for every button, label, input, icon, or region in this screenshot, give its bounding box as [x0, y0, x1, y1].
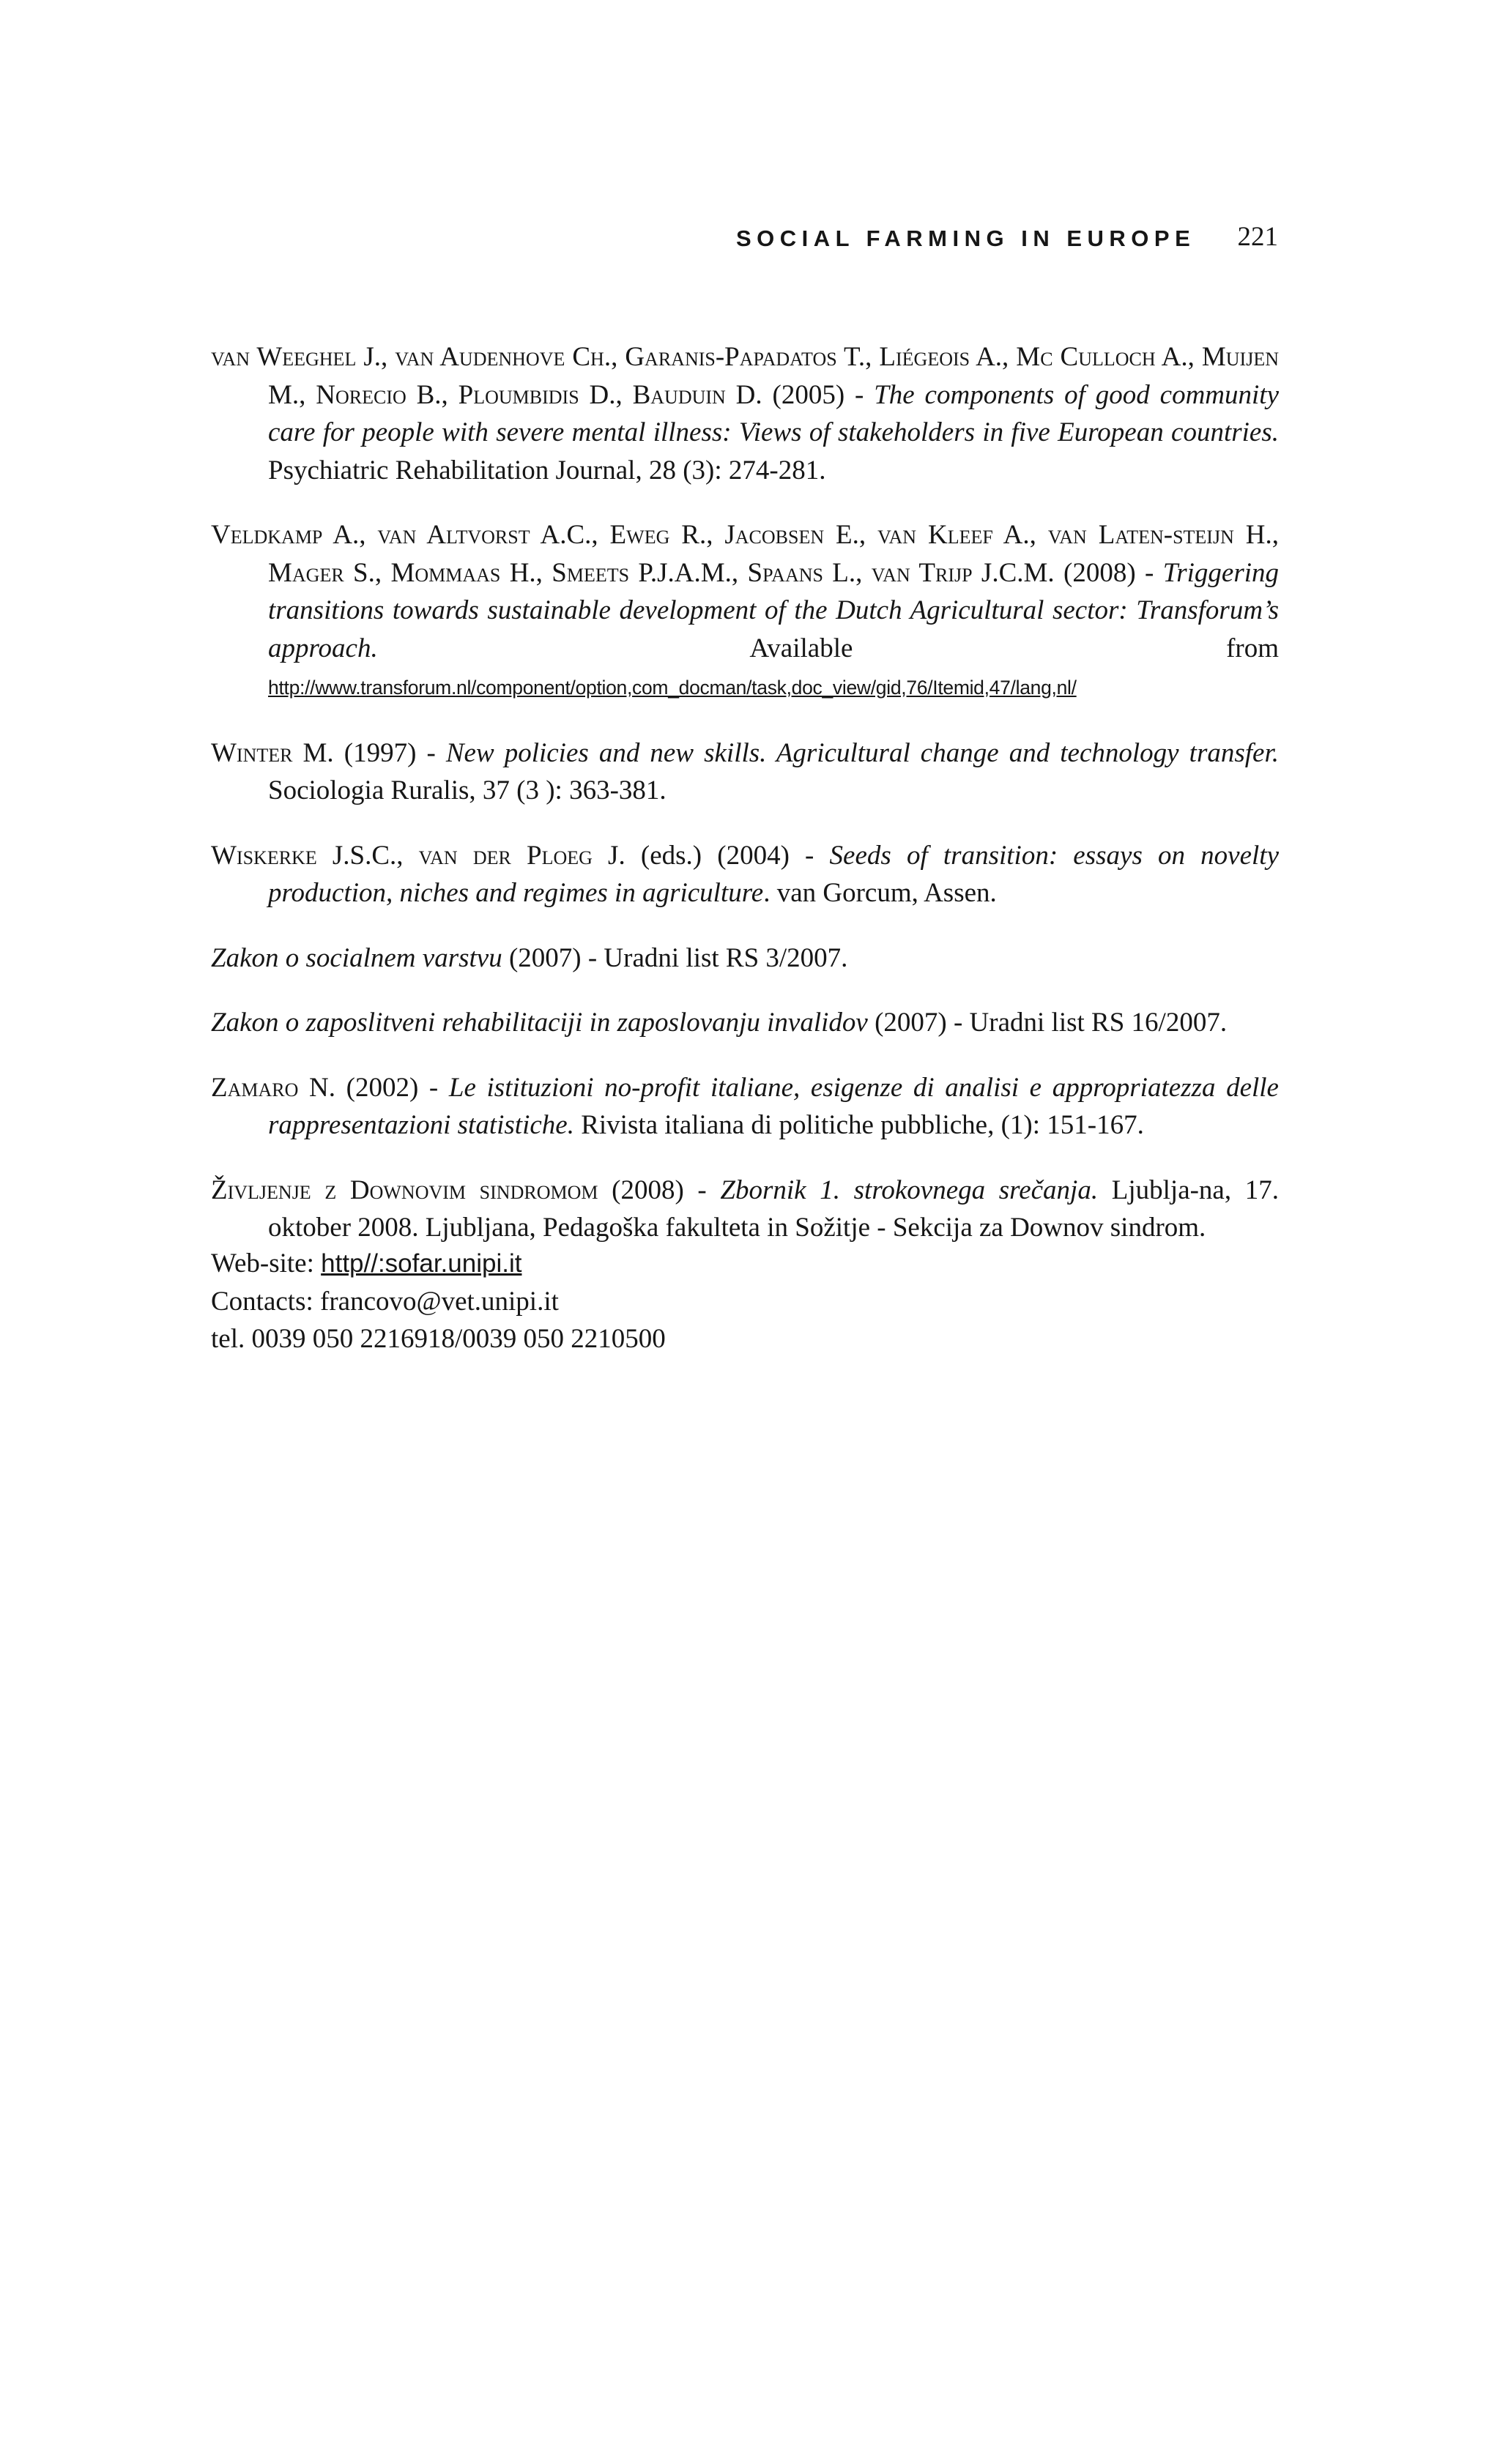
website-link[interactable]: http//:sofar.unipi.it — [321, 1249, 522, 1278]
reference-source: Psychiatric Rehabilitation Journal, 28 (3): 274-281. — [268, 455, 826, 485]
reference-url-link[interactable]: http://www.transforum.nl/component/option,com_docman/task,doc_view/gid,76/Itemid,47/lang,nl/ — [268, 677, 1077, 699]
running-title: SOCIAL FARMING IN EUROPE — [736, 226, 1196, 251]
reference-source: Rivista italiana di politiche pubbliche, (1): 151-167. — [573, 1110, 1144, 1140]
reference-item — [211, 1004, 1279, 1042]
contact-block — [211, 1245, 1279, 1358]
reference-title: Triggering transitions towards sustainable development of the Dutch Agricultural sector: Transforum’s approach. — [268, 557, 1280, 663]
reference-item — [211, 837, 1279, 912]
reference-item — [211, 516, 1279, 707]
reference-authors: Zamaro N. — [211, 1072, 335, 1103]
running-header — [736, 221, 1278, 258]
reference-year: (1997) - — [333, 737, 446, 768]
reference-item — [211, 338, 1279, 489]
reference-source: (2007) - Uradni list RS 16/2007. — [867, 1008, 1228, 1038]
reference-authors: Veldkamp A., van Altvorst A.C., Eweg R., Jacobsen E., van Kleef A., van Laten-steijn H., Mager S., Mommaas H., Smeets P.J.A.M., Spaans L., van Trijp J.C.M. — [211, 520, 1279, 588]
reference-item — [211, 939, 1279, 978]
reference-title: Zakon o zaposlitveni rehabilitaciji in zaposlovanju invalidov — [211, 1008, 868, 1038]
reference-item — [211, 1069, 1279, 1144]
reference-title: The components of good community care for people with severe mental illness: Views of stakeholders in five European countries. — [268, 379, 1279, 447]
reference-title: Seeds of transition: essays on novelty production, niches and regimes in agriculture — [268, 840, 1279, 908]
reference-year: (2008) - — [1054, 557, 1163, 588]
website-label: Web-site: — [211, 1248, 322, 1278]
reference-year: (eds.) (2004) - — [625, 840, 830, 871]
reference-authors: van Weeghel J., van Audenhove Ch., Garanis-Papadatos T., Liégeois A., Mc Culloch A., Muijen M., Norecio B., Ploumbidis D., Bauduin D. — [211, 342, 1279, 410]
website-line — [211, 1245, 1279, 1283]
reference-item — [211, 734, 1279, 810]
reference-list — [211, 311, 1279, 1252]
reference-authors: Wiskerke J.S.C., van der Ploeg J. — [211, 840, 625, 871]
page-number: 221 — [1237, 222, 1278, 252]
reference-title: Zakon o socialnem varstvu — [211, 942, 502, 973]
reference-year: (2002) - — [335, 1072, 449, 1103]
reference-year: (2008) - — [598, 1175, 721, 1205]
reference-year: (2005) - — [762, 379, 875, 410]
reference-item — [211, 1172, 1279, 1247]
reference-authors: Winter M. — [211, 737, 334, 768]
reference-source: Ljublja-na, 17. oktober 2008. Ljubljana, Pedagoška fakulteta in Sožitje - Sekcija za Downov sindrom. — [268, 1175, 1280, 1243]
reference-authors: Življenje z Downovim sindromom — [211, 1175, 598, 1205]
reference-title: Zbornik 1. strokovnega srečanja. — [720, 1175, 1099, 1205]
contacts-email-line: Contacts: francovo@vet.unipi.it — [211, 1286, 559, 1317]
telephone-line: tel. 0039 050 2216918/0039 050 2210500 — [211, 1324, 666, 1354]
reference-title: Le istituzioni no-profit italiane, esigenze di analisi e appropriatezza delle rappresentazioni statistiche. — [268, 1072, 1279, 1140]
reference-source: . van Gorcum, Assen. — [763, 878, 997, 908]
reference-title: New policies and new skills. Agricultural change and technology transfer. — [445, 737, 1279, 768]
reference-source: Available from — [377, 633, 1279, 663]
reference-source: Sociologia Ruralis, 37 (3 ): 363-381. — [268, 775, 667, 805]
reference-source: (2007) - Uradni list RS 3/2007. — [502, 942, 848, 973]
